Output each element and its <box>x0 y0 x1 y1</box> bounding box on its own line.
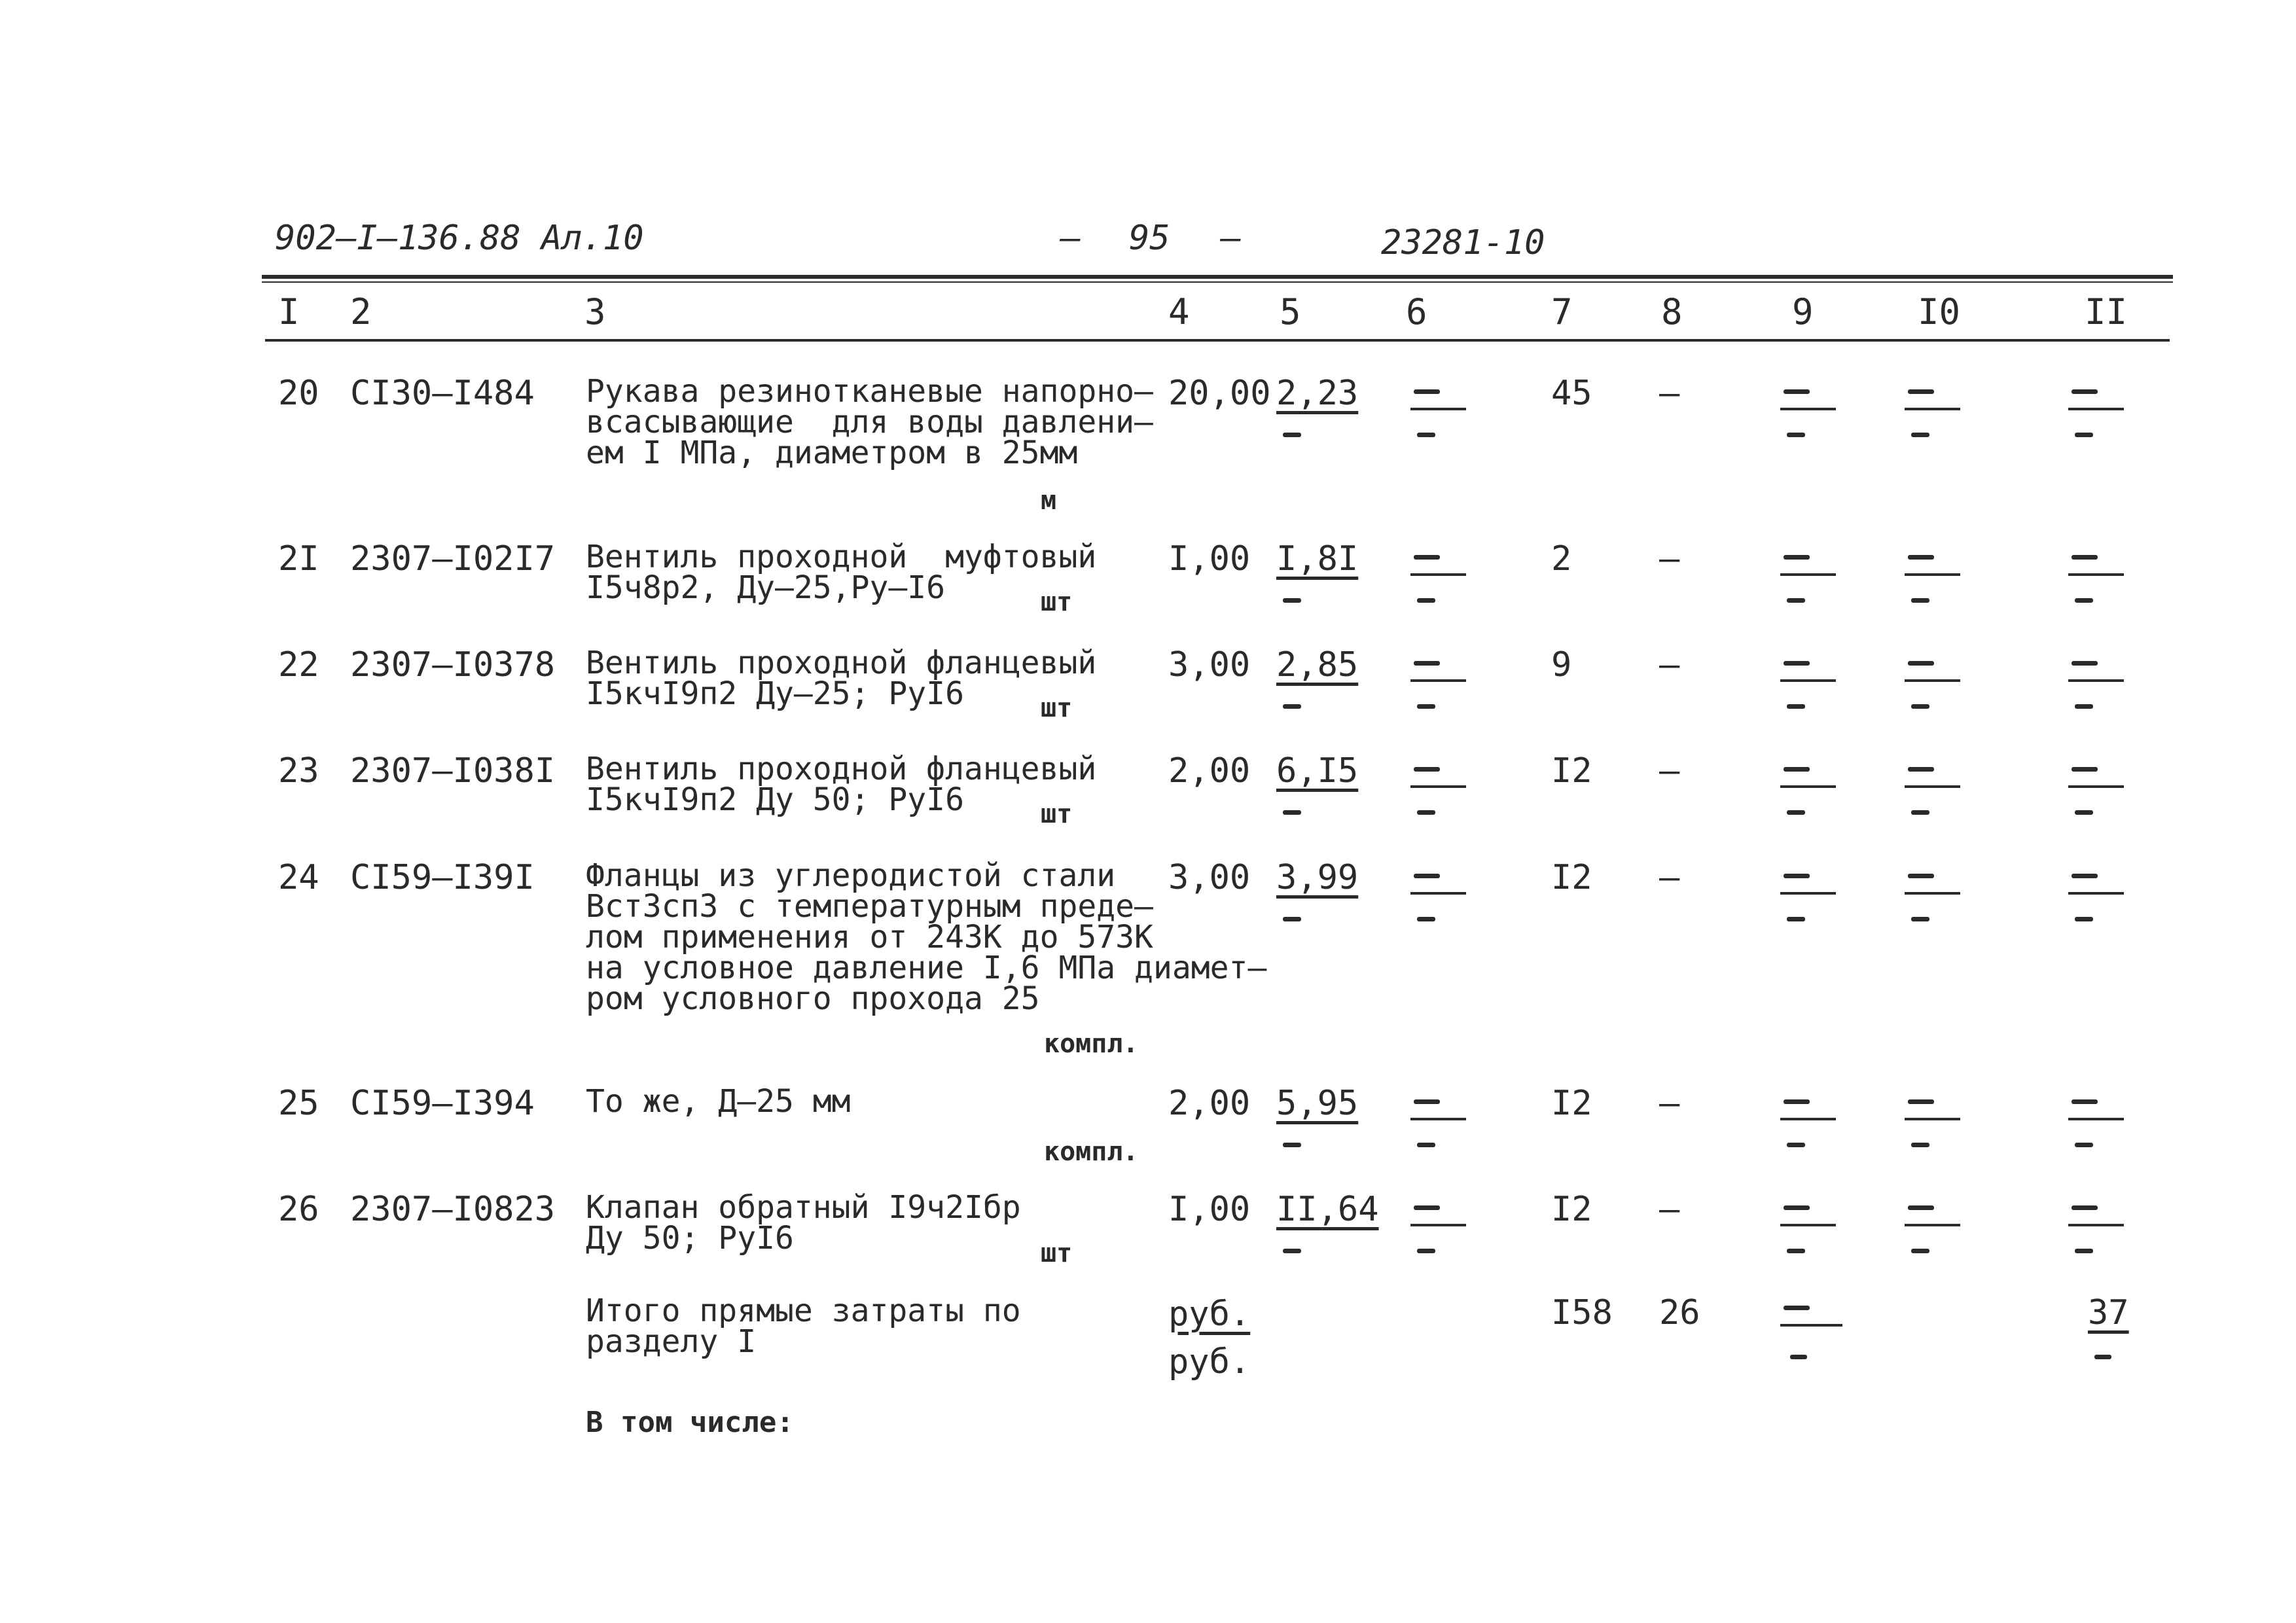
dash-underline <box>2068 892 2124 895</box>
dash-mark <box>1908 767 1934 772</box>
page-dash-left: – <box>1060 219 1081 258</box>
row-col7: I2 <box>1551 1190 1592 1229</box>
dash-mark <box>1908 874 1934 878</box>
row-price: 3,99 <box>1276 858 1359 897</box>
column-header: 4 <box>1168 291 1190 332</box>
column-header: 5 <box>1280 291 1301 332</box>
dash-mark <box>1908 1099 1934 1104</box>
column-header: 3 <box>584 291 606 332</box>
dash-mark <box>1908 1205 1934 1210</box>
dash-mark <box>1414 389 1440 394</box>
header-rule-top <box>262 275 2173 279</box>
totals-description: Итого прямые затраты по разделу I <box>586 1293 1021 1360</box>
dash-mark <box>1417 598 1435 603</box>
dash-mark <box>1911 433 1929 437</box>
dash-mark <box>1784 555 1810 560</box>
row-price: I,8I <box>1276 539 1359 579</box>
inventory-number: 23281-10 <box>1381 223 1545 262</box>
row-description: Рукава резинотканевые напорно– всасывающие для воды давлени– ем I МПа, диаметром в 25мм <box>586 373 1153 471</box>
dash-underline <box>1780 1224 1836 1226</box>
dash-underline <box>1905 408 1960 410</box>
row-unit: шт <box>1041 1238 1073 1268</box>
dash-underline <box>1780 573 1836 576</box>
row-col8: – <box>1659 539 1680 579</box>
row-unit: шт <box>1041 693 1073 723</box>
dash-mark <box>1784 767 1810 772</box>
dash-underline <box>1905 679 1960 682</box>
dash-mark <box>2072 661 2098 666</box>
dash-mark <box>2075 704 2093 709</box>
dash-mark <box>1911 1143 1929 1147</box>
row-number: 24 <box>278 858 319 897</box>
dash-underline <box>1410 892 1466 895</box>
dash-mark <box>1911 1249 1929 1253</box>
row-description: Вентиль проходной муфтовый I5ч8р2, Ду–25,Ру–I6 <box>586 539 1097 606</box>
row-quantity: 3,00 <box>1168 858 1251 897</box>
row-description: Вентиль проходной фланцевый I5кчI9п2 Ду 50; РуI6 <box>586 751 1097 818</box>
column-header: 7 <box>1551 291 1573 332</box>
dash-mark <box>1787 704 1805 709</box>
dash-mark <box>2072 555 2098 560</box>
dash-mark <box>1787 1143 1805 1147</box>
column-header: 6 <box>1406 291 1427 332</box>
dash-mark <box>1417 704 1435 709</box>
row-unit: компл. <box>1044 1137 1139 1167</box>
totals-col8: 26 <box>1659 1293 1700 1332</box>
header-rule-top-2 <box>262 281 2173 283</box>
dash-mark <box>1283 433 1301 437</box>
dash-mark <box>1414 767 1440 772</box>
row-price: 2,85 <box>1276 645 1359 685</box>
row-col7: 2 <box>1551 539 1572 579</box>
row-code: 2307–I0378 <box>350 645 556 685</box>
dash-underline <box>2068 573 2124 576</box>
dash-mark <box>2072 874 2098 878</box>
column-header-rule <box>265 339 2170 342</box>
row-code: CI59–I394 <box>350 1084 535 1123</box>
dash-underline <box>1410 679 1466 682</box>
dash-mark <box>1414 874 1440 878</box>
dash-mark <box>1784 389 1810 394</box>
row-col7: 9 <box>1551 645 1572 685</box>
dash-underline <box>1905 785 1960 788</box>
dash-mark <box>1911 917 1929 921</box>
row-code: 2307–I038I <box>350 751 556 791</box>
dash-mark <box>1908 389 1934 394</box>
column-header: I0 <box>1918 291 1961 332</box>
dash-underline <box>1780 679 1836 682</box>
row-col8: – <box>1659 858 1680 897</box>
dash-mark <box>1283 598 1301 603</box>
dash-underline <box>1780 1118 1836 1120</box>
row-quantity: 3,00 <box>1168 645 1251 685</box>
dash-mark <box>1417 1249 1435 1253</box>
row-number: 2I <box>278 539 319 579</box>
dash-mark <box>1414 1099 1440 1104</box>
row-code: 2307–I0823 <box>350 1190 556 1229</box>
row-quantity: 20,00 <box>1168 374 1271 413</box>
dash-underline <box>1905 892 1960 895</box>
dash-mark <box>1784 661 1810 666</box>
dash-mark <box>1283 704 1301 709</box>
dash-mark <box>1790 1355 1807 1359</box>
totals-unit: руб. <box>1168 1294 1251 1334</box>
dash-underline <box>1410 573 1466 576</box>
dash-mark <box>1414 555 1440 560</box>
column-header: 2 <box>350 291 372 332</box>
dash-underline <box>1410 785 1466 788</box>
dash-mark <box>1414 1205 1440 1210</box>
dash-mark <box>2072 1099 2098 1104</box>
dash-mark <box>1784 874 1810 878</box>
row-number: 26 <box>278 1190 319 1229</box>
row-quantity: I,00 <box>1168 1190 1251 1229</box>
row-unit: м <box>1041 486 1057 516</box>
dash-underline <box>1780 892 1836 895</box>
totals-col7: I58 <box>1551 1293 1613 1332</box>
dash-mark <box>1283 1143 1301 1147</box>
row-col7: I2 <box>1551 1084 1592 1123</box>
dash-mark <box>2072 389 2098 394</box>
row-quantity: I,00 <box>1168 539 1251 579</box>
page-number: 95 <box>1129 219 1170 258</box>
row-col7: I2 <box>1551 751 1592 791</box>
row-price: II,64 <box>1276 1190 1379 1229</box>
row-price: 6,I5 <box>1276 751 1359 791</box>
dash-mark <box>1787 917 1805 921</box>
row-quantity: 2,00 <box>1168 1084 1251 1123</box>
row-unit: шт <box>1041 799 1073 829</box>
dash-underline <box>1780 785 1836 788</box>
dash-underline <box>1780 408 1836 410</box>
dash-underline <box>1780 1324 1842 1327</box>
document-code: 902–I–136.88 Ал.10 <box>275 219 644 258</box>
row-unit: компл. <box>1044 1029 1139 1059</box>
dash-mark <box>1417 917 1435 921</box>
column-header: 9 <box>1792 291 1814 332</box>
column-header: 8 <box>1661 291 1683 332</box>
dash-mark <box>1787 433 1805 437</box>
row-code: CI30–I484 <box>350 374 535 413</box>
dash-mark <box>1911 810 1929 815</box>
dash-mark <box>2094 1355 2111 1359</box>
row-number: 25 <box>278 1084 319 1123</box>
dash-underline <box>1905 1224 1960 1226</box>
dash-mark <box>2072 1205 2098 1210</box>
row-number: 22 <box>278 645 319 685</box>
dash-underline <box>1905 573 1960 576</box>
row-col7: I2 <box>1551 858 1592 897</box>
row-quantity: 2,00 <box>1168 751 1251 791</box>
dash-underline <box>1410 408 1466 410</box>
dash-underline <box>2068 1118 2124 1120</box>
dash-mark <box>1283 810 1301 815</box>
row-description: То же, Д–25 мм <box>586 1083 851 1120</box>
dash-mark <box>1417 433 1435 437</box>
row-col8: – <box>1659 1084 1680 1123</box>
totals-unit-secondary: руб. <box>1168 1342 1251 1382</box>
dash-mark <box>2072 767 2098 772</box>
dash-mark <box>2075 598 2093 603</box>
column-header: II <box>2085 291 2128 332</box>
dash-underline <box>1905 1118 1960 1120</box>
dash-mark <box>1784 1099 1810 1104</box>
row-description: Фланцы из углеродистой стали Вст3сп3 с температурным преде– лом применения от 243К до 573К на условное давление I,6 МПа диамет– ром условного прохода 25 <box>586 857 1267 1017</box>
dash-underline <box>1410 1118 1466 1120</box>
dash-mark <box>1283 1249 1301 1253</box>
dash-underline <box>2068 679 2124 682</box>
totals-col11: 37 <box>2088 1293 2129 1332</box>
column-header: I <box>278 291 300 332</box>
dash-mark <box>1911 598 1929 603</box>
row-code: CI59–I39I <box>350 858 535 897</box>
page-dash-right: – <box>1221 219 1242 258</box>
dash-mark <box>2075 810 2093 815</box>
row-description: Клапан обратный I9ч2Iбр Ду 50; РуI6 <box>586 1189 1021 1257</box>
dash-underline <box>2068 785 2124 788</box>
dash-mark <box>1417 810 1435 815</box>
dash-mark <box>1787 1249 1805 1253</box>
row-col8: – <box>1659 645 1680 685</box>
row-col8: – <box>1659 1190 1680 1229</box>
row-price: 2,23 <box>1276 374 1359 413</box>
dash-mark <box>1784 1205 1810 1210</box>
dash-mark <box>1414 661 1440 666</box>
dash-mark <box>2075 1249 2093 1253</box>
dash-mark <box>1908 555 1934 560</box>
row-code: 2307–I02I7 <box>350 539 556 579</box>
dash-mark <box>2075 1143 2093 1147</box>
dash-mark <box>1784 1306 1810 1310</box>
dash-mark <box>1283 917 1301 921</box>
dash-underline <box>2068 408 2124 410</box>
dash-mark <box>2075 433 2093 437</box>
row-price: 5,95 <box>1276 1084 1359 1123</box>
dash-mark <box>1417 1143 1435 1147</box>
dash-mark <box>2075 917 2093 921</box>
dash-underline <box>1410 1224 1466 1226</box>
row-description: Вентиль проходной фланцевый I5кчI9п2 Ду–25; РуI6 <box>586 645 1097 712</box>
row-col8: – <box>1659 751 1680 791</box>
row-unit: шт <box>1041 587 1073 617</box>
dash-mark <box>1787 810 1805 815</box>
row-col7: 45 <box>1551 374 1592 413</box>
dash-mark <box>1911 704 1929 709</box>
dash-underline <box>2068 1224 2124 1226</box>
dash-mark <box>1787 598 1805 603</box>
dash-mark <box>1908 661 1934 666</box>
including-label: В том числе: <box>586 1406 794 1439</box>
row-number: 23 <box>278 751 319 791</box>
row-number: 20 <box>278 374 319 413</box>
row-col8: – <box>1659 374 1680 413</box>
